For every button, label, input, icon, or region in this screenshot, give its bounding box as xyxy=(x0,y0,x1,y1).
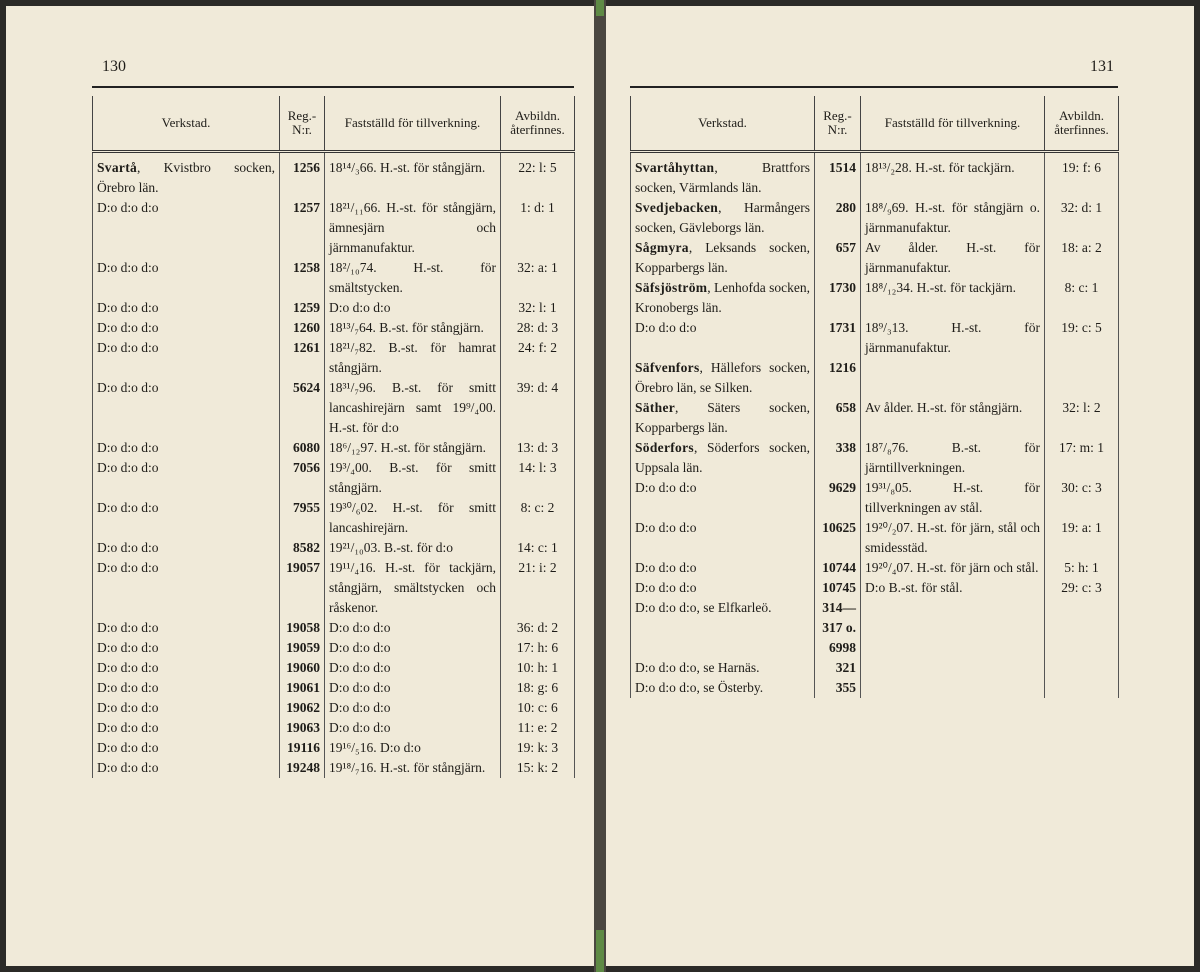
table-row xyxy=(631,358,1119,398)
cell-avbildning: 19: f: 6 xyxy=(1045,152,1119,199)
page-number: 130 xyxy=(102,58,126,75)
cell-fastalld: 19¹¹/₄16. H.-st. för tackjärn, stångjärn, smältstycken och råskenor. xyxy=(325,558,501,618)
works-name: Säfsjöström xyxy=(635,280,708,295)
cell-reg-number: 10625 xyxy=(815,518,861,558)
cell-fastalld xyxy=(861,358,1045,398)
cell-verkstad: D:o d:o d:o xyxy=(93,698,280,718)
table-row xyxy=(93,318,575,338)
cell-reg-number: 1514 xyxy=(815,152,861,199)
cell-reg-number: 1731 xyxy=(815,318,861,358)
cell-avbildning: 5: h: 1 xyxy=(1045,558,1119,578)
table-row xyxy=(93,438,575,458)
cell-fastalld: 19³⁰/₆02. H.-st. för smitt lancashirejärn. xyxy=(325,498,501,538)
column-header-reg: Reg.-N:r. xyxy=(280,96,325,152)
cell-fastalld: Av ålder. H.-st. för stångjärn. xyxy=(861,398,1045,438)
cell-verkstad: Söderfors, Söderfors socken, Uppsala län. xyxy=(631,438,815,478)
cell-verkstad: Svartåhyttan, Brattfors socken, Värmlands län. xyxy=(631,152,815,199)
table-row xyxy=(93,538,575,558)
cell-reg-number: 19060 xyxy=(280,658,325,678)
cell-reg-number: 6080 xyxy=(280,438,325,458)
table-row xyxy=(93,638,575,658)
cell-fastalld: 19²⁰/₂07. H.-st. för järn, stål och smidesstäd. xyxy=(861,518,1045,558)
cell-reg-number: 7955 xyxy=(280,498,325,538)
table-row xyxy=(631,578,1119,598)
cell-verkstad: D:o d:o d:o xyxy=(93,338,280,378)
cell-fastalld: 19²⁰/₄07. H.-st. för järn och stål. xyxy=(861,558,1045,578)
cell-verkstad: D:o d:o d:o xyxy=(93,758,280,778)
cell-reg-number: 1259 xyxy=(280,298,325,318)
column-header-reg: Reg.-N:r. xyxy=(815,96,861,152)
cell-reg-number: 355 xyxy=(815,678,861,698)
cell-fastalld: D:o d:o d:o xyxy=(325,638,501,658)
cell-reg-number: 321 xyxy=(815,658,861,678)
cell-verkstad: Sågmyra, Leksands socken, Kopparbergs län. xyxy=(631,238,815,278)
table-row xyxy=(93,378,575,438)
cell-fastalld: 18²/₁₀74. H.-st. för smältstycken. xyxy=(325,258,501,298)
cell-fastalld: D:o d:o d:o xyxy=(325,298,501,318)
cell-reg-number: 280 xyxy=(815,198,861,238)
cell-verkstad: D:o d:o d:o, se Harnäs. xyxy=(631,658,815,678)
cell-reg-number: 5624 xyxy=(280,378,325,438)
cell-fastalld xyxy=(861,598,1045,658)
works-name: Svedjebacken xyxy=(635,200,719,215)
works-name: Säfvenfors xyxy=(635,360,700,375)
cell-fastalld: 19²¹/₁₀03. B.-st. för d:o xyxy=(325,538,501,558)
cell-avbildning: 32: l: 2 xyxy=(1045,398,1119,438)
table-row xyxy=(631,518,1119,558)
cell-verkstad: D:o d:o d:o, se Elfkarleö. xyxy=(631,598,815,658)
cell-verkstad: D:o d:o d:o xyxy=(631,478,815,518)
column-header-verkstad: Verkstad. xyxy=(631,96,815,152)
cell-avbildning: 18: a: 2 xyxy=(1045,238,1119,278)
cell-verkstad: D:o d:o d:o xyxy=(93,298,280,318)
cell-avbildning: 8: c: 1 xyxy=(1045,278,1119,318)
cell-avbildning: 14: l: 3 xyxy=(501,458,575,498)
cell-reg-number: 19248 xyxy=(280,758,325,778)
cell-avbildning: 39: d: 4 xyxy=(501,378,575,438)
cell-avbildning: 19: a: 1 xyxy=(1045,518,1119,558)
cell-fastalld: D:o d:o d:o xyxy=(325,718,501,738)
cell-avbildning: 30: c: 3 xyxy=(1045,478,1119,518)
cell-verkstad: D:o d:o d:o xyxy=(93,538,280,558)
table-row xyxy=(93,298,575,318)
cell-verkstad: D:o d:o d:o xyxy=(93,738,280,758)
cell-avbildning: 28: d: 3 xyxy=(501,318,575,338)
cell-reg-number: 19116 xyxy=(280,738,325,758)
cell-avbildning: 1: d: 1 xyxy=(501,198,575,258)
cell-reg-number: 19063 xyxy=(280,718,325,738)
cell-reg-number: 19061 xyxy=(280,678,325,698)
column-header-fastalld: Fastställd för tillverkning. xyxy=(861,96,1045,152)
cell-fastalld: 18⁹/₃13. H.-st. för järnmanufaktur. xyxy=(861,318,1045,358)
cell-fastalld: 18⁷/₈76. B.-st. för järntillverkningen. xyxy=(861,438,1045,478)
page-number: 131 xyxy=(1090,58,1114,75)
cell-fastalld: Av ålder. H.-st. för järnmanufaktur. xyxy=(861,238,1045,278)
register-table-left xyxy=(92,96,575,778)
cell-avbildning: 8: c: 2 xyxy=(501,498,575,538)
cell-verkstad: D:o d:o d:o xyxy=(631,518,815,558)
cell-reg-number: 1261 xyxy=(280,338,325,378)
cell-reg-number: 8582 xyxy=(280,538,325,558)
table-row xyxy=(631,152,1119,199)
cell-reg-number: 1257 xyxy=(280,198,325,258)
table-row xyxy=(631,318,1119,358)
cell-avbildning: 32: d: 1 xyxy=(1045,198,1119,238)
right-page xyxy=(600,6,1194,966)
cell-avbildning: 13: d: 3 xyxy=(501,438,575,458)
cell-fastalld: 18⁶/₁₂97. H.-st. för stångjärn. xyxy=(325,438,501,458)
cell-verkstad: D:o d:o d:o xyxy=(93,258,280,298)
cell-fastalld xyxy=(861,658,1045,678)
cell-avbildning: 24: f: 2 xyxy=(501,338,575,378)
cell-verkstad: D:o d:o d:o xyxy=(93,558,280,618)
table-row xyxy=(93,258,575,298)
cell-fastalld: D:o d:o d:o xyxy=(325,698,501,718)
cell-fastalld: 18¹⁴/₃66. H.-st. för stångjärn. xyxy=(325,152,501,199)
table-row xyxy=(631,198,1119,238)
cell-avbildning: 15: k: 2 xyxy=(501,758,575,778)
table-row xyxy=(631,398,1119,438)
table-row xyxy=(631,598,1119,658)
cell-fastalld: 18¹³/₂28. H.-st. för tackjärn. xyxy=(861,152,1045,199)
cell-reg-number: 1256 xyxy=(280,152,325,199)
cell-verkstad: D:o d:o d:o xyxy=(93,198,280,258)
binding-thread-top xyxy=(596,0,604,16)
cell-reg-number: 1730 xyxy=(815,278,861,318)
cell-reg-number: 19058 xyxy=(280,618,325,638)
works-name: Svartå xyxy=(97,160,138,175)
cell-reg-number: 658 xyxy=(815,398,861,438)
cell-reg-number: 10745 xyxy=(815,578,861,598)
cell-verkstad: D:o d:o d:o xyxy=(631,578,815,598)
cell-verkstad: D:o d:o d:o xyxy=(93,318,280,338)
left-page xyxy=(6,6,598,966)
cell-avbildning: 32: l: 1 xyxy=(501,298,575,318)
cell-reg-number: 19057 xyxy=(280,558,325,618)
cell-fastalld: 18²¹/₁₁66. H.-st. för stångjärn, ämnesjärn och järnmanufaktur. xyxy=(325,198,501,258)
cell-verkstad: D:o d:o d:o xyxy=(93,718,280,738)
header-rule xyxy=(630,86,1118,88)
cell-fastalld: 18⁸/₁₂34. H.-st. för tackjärn. xyxy=(861,278,1045,318)
cell-verkstad: Säfsjöström, Lenhofda socken, Kronobergs län. xyxy=(631,278,815,318)
cell-fastalld: 18⁸/₉69. H.-st. för stångjärn o. järnmanufaktur. xyxy=(861,198,1045,238)
cell-fastalld: 18¹³/₇64. B.-st. för stångjärn. xyxy=(325,318,501,338)
cell-fastalld: 18²¹/₇82. B.-st. för hamrat stångjärn. xyxy=(325,338,501,378)
cell-avbildning: 36: d: 2 xyxy=(501,618,575,638)
cell-fastalld xyxy=(861,678,1045,698)
table-row xyxy=(631,438,1119,478)
cell-verkstad: D:o d:o d:o, se Österby. xyxy=(631,678,815,698)
table-row xyxy=(93,658,575,678)
column-header-verkstad: Verkstad. xyxy=(93,96,280,152)
cell-fastalld: D:o d:o d:o xyxy=(325,618,501,638)
cell-verkstad: D:o d:o d:o xyxy=(93,658,280,678)
cell-fastalld: 19¹⁶/₅16. D:o d:o xyxy=(325,738,501,758)
cell-verkstad: D:o d:o d:o xyxy=(93,498,280,538)
cell-fastalld: D:o d:o d:o xyxy=(325,678,501,698)
column-header-avbildn: Avbildn. återfinnes. xyxy=(1045,96,1119,152)
table-row xyxy=(93,498,575,538)
cell-avbildning xyxy=(1045,598,1119,658)
table-row xyxy=(631,278,1119,318)
table-row xyxy=(93,618,575,638)
cell-fastalld: D:o d:o d:o xyxy=(325,658,501,678)
cell-reg-number: 1216 xyxy=(815,358,861,398)
book-gutter xyxy=(594,0,606,972)
cell-verkstad: D:o d:o d:o xyxy=(93,678,280,698)
cell-avbildning xyxy=(1045,658,1119,678)
works-name: Säther xyxy=(635,400,676,415)
cell-fastalld: 19³/₄00. B.-st. för smitt stångjärn. xyxy=(325,458,501,498)
cell-reg-number: 314—317 o. 6998 xyxy=(815,598,861,658)
cell-avbildning: 29: c: 3 xyxy=(1045,578,1119,598)
table-row xyxy=(631,678,1119,698)
cell-avbildning xyxy=(1045,678,1119,698)
cell-avbildning: 10: c: 6 xyxy=(501,698,575,718)
cell-reg-number: 19059 xyxy=(280,638,325,658)
cell-verkstad: D:o d:o d:o xyxy=(93,638,280,658)
table-row xyxy=(93,458,575,498)
cell-verkstad: D:o d:o d:o xyxy=(631,558,815,578)
table-row xyxy=(631,478,1119,518)
cell-reg-number: 1258 xyxy=(280,258,325,298)
table-row xyxy=(93,678,575,698)
cell-reg-number: 9629 xyxy=(815,478,861,518)
table-row xyxy=(93,152,575,199)
register-table-right xyxy=(630,96,1119,698)
cell-verkstad: Svartå, Kvistbro socken, Örebro län. xyxy=(93,152,280,199)
cell-fastalld: 19¹⁸/₇16. H.-st. för stångjärn. xyxy=(325,758,501,778)
binding-thread-bottom xyxy=(596,930,604,972)
cell-avbildning: 10: h: 1 xyxy=(501,658,575,678)
works-name: Svartåhyttan xyxy=(635,160,715,175)
cell-verkstad: D:o d:o d:o xyxy=(631,318,815,358)
cell-fastalld: 19³¹/₈05. H.-st. för tillverkningen av stål. xyxy=(861,478,1045,518)
column-header-fastalld: Fastställd för tillverkning. xyxy=(325,96,501,152)
cell-verkstad: Säther, Säters socken, Kopparbergs län. xyxy=(631,398,815,438)
cell-avbildning: 19: c: 5 xyxy=(1045,318,1119,358)
cell-avbildning: 22: l: 5 xyxy=(501,152,575,199)
cell-avbildning: 19: k: 3 xyxy=(501,738,575,758)
cell-verkstad: D:o d:o d:o xyxy=(93,438,280,458)
table-row xyxy=(93,718,575,738)
cell-verkstad: Svedjebacken, Harmångers socken, Gävleborgs län. xyxy=(631,198,815,238)
table-row xyxy=(631,558,1119,578)
works-name: Söderfors xyxy=(635,440,694,455)
cell-reg-number: 10744 xyxy=(815,558,861,578)
table-row xyxy=(93,758,575,778)
cell-fastalld: 18³¹/₇96. B.-st. för smitt lancashirejärn samt 19⁹/₄00. H.-st. för d:o xyxy=(325,378,501,438)
table-row xyxy=(93,338,575,378)
cell-avbildning xyxy=(1045,358,1119,398)
cell-avbildning: 17: m: 1 xyxy=(1045,438,1119,478)
cell-verkstad: D:o d:o d:o xyxy=(93,458,280,498)
table-row xyxy=(631,238,1119,278)
table-row xyxy=(93,198,575,258)
cell-avbildning: 18: g: 6 xyxy=(501,678,575,698)
cell-verkstad: Säfvenfors, Hällefors socken, Örebro län, se Silken. xyxy=(631,358,815,398)
cell-reg-number: 338 xyxy=(815,438,861,478)
cell-avbildning: 21: i: 2 xyxy=(501,558,575,618)
cell-reg-number: 19062 xyxy=(280,698,325,718)
header-rule xyxy=(92,86,574,88)
column-header-avbildn: Avbildn. återfinnes. xyxy=(501,96,575,152)
cell-reg-number: 7056 xyxy=(280,458,325,498)
table-row xyxy=(93,698,575,718)
cell-avbildning: 11: e: 2 xyxy=(501,718,575,738)
cell-reg-number: 657 xyxy=(815,238,861,278)
cell-avbildning: 17: h: 6 xyxy=(501,638,575,658)
table-row xyxy=(93,558,575,618)
works-name: Sågmyra xyxy=(635,240,689,255)
table-row xyxy=(93,738,575,758)
cell-fastalld: D:o B.-st. för stål. xyxy=(861,578,1045,598)
cell-verkstad: D:o d:o d:o xyxy=(93,618,280,638)
cell-verkstad: D:o d:o d:o xyxy=(93,378,280,438)
cell-avbildning: 14: c: 1 xyxy=(501,538,575,558)
table-row xyxy=(631,658,1119,678)
cell-avbildning: 32: a: 1 xyxy=(501,258,575,298)
cell-reg-number: 1260 xyxy=(280,318,325,338)
